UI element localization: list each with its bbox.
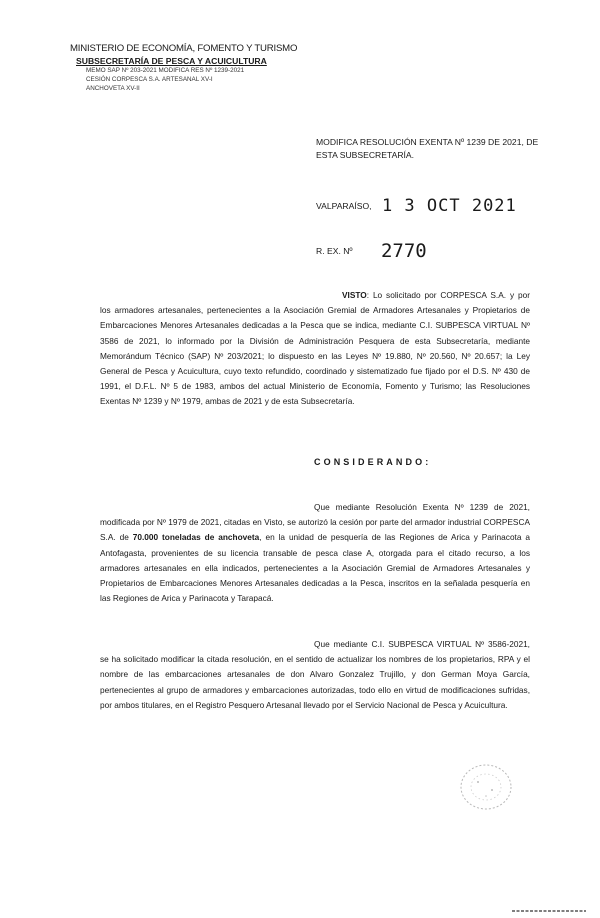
resolution-label: R. EX. Nº: [316, 246, 353, 256]
resolution-number: 2770: [380, 240, 427, 262]
date-label: VALPARAÍSO,: [316, 201, 372, 211]
official-seal-icon: [456, 760, 516, 814]
memo-line-3: ANCHOVETA XV-II: [86, 84, 140, 92]
resolution-reference: MODIFICA RESOLUCIÓN EXENTA Nº 1239 DE 2021, DE ESTA SUBSECRETARÍA.: [316, 137, 539, 160]
resolution-number-line: [316, 240, 427, 262]
letterhead: [70, 42, 298, 93]
date-stamp: 1 3 OCT 2021: [381, 196, 517, 216]
considerando-paragraph-2: Que mediante C.I. SUBPESCA VIRTUAL Nº 3586-2021, se ha solicitado modificar la citada resolución, en el sentido de actualizar los nombres de los propietarios, RPA y el nombre de las embarcaciones artesanales de don Alvaro Gonzalez Trujillo, y don German Moya García, pertenecientes al grupo de armadores y embarcaciones autorizadas, todo ello en virtud de modificaciones sufridas, por ambos titulares, en el Registro Pesquero Artesanal llevado por el Servicio Nacional de Pesca y Acuicultura.: [100, 639, 530, 710]
considerando-p1-after: , en la unidad de pesquería de las Regiones de Arica y Parinacota a Antofagasta, provenientes de su licencia transable de pesca clase A, otorgada para el citado recurso, a los armadores artesanales en ella indicados, pertenecientes a la Asociación Gremial de Armadores Artesanales y Propietarios de Embarcaciones Menores Artesanales dedicadas a la Pesca, inscritos en la señalada pesquería en las Regiones de Arica y Parinacota y Tarapacá.: [100, 532, 530, 604]
visto-paragraph: [100, 288, 530, 410]
visto-text: : Lo solicitado por CORPESCA S.A. y por los armadores artesanales, pertenecientes a la Asociación Gremial de Armadores Artesanales y Propietarios de Embarcaciones Menores Artesanales dedicadas a la Pesca que se indica, mediante C.I. SUBPESCA VIRTUAL Nº 3586 de 2021, lo informado por la División de Administración Pesquera de esta Subsecretaría, mediante Memorándum Técnico (SAP) Nº 203/2021; lo dispuesto en las Leyes Nº 19.880, Nº 20.560, Nº 20.657; la Ley General de Pesca y Acuicultura, cuyo texto refundido, coordinado y sistematizado fue fijado por el D.S. Nº 430 de 1991, el D.F.L. Nº 5 de 1983, ambos del actual Ministerio de Economía, Fomento y Turismo; las Resoluciones Exentas Nº 1239 y Nº 1979, ambas de 2021 y de esta Subsecretaría.: [100, 290, 530, 407]
subsecretaria-name: SUBSECRETARÍA DE PESCA Y ACUICULTURA: [76, 56, 267, 66]
considerando-paragraph-1: [100, 500, 530, 606]
date-line: [316, 196, 517, 216]
ministry-name: MINISTERIO DE ECONOMÍA, FOMENTO Y TURISMO: [70, 43, 298, 54]
page-corner-mark-icon: [512, 907, 586, 915]
visto-heading: VISTO: [342, 290, 367, 300]
considerando-p1-before: Que mediante Resolución Exenta Nº 1239 de 2021, modificada por Nº 1979 de 2021, citadas en Visto, se autorizó la cesión por parte del armador industrial CORPESCA S.A. de: [100, 502, 530, 543]
considerando-p1-bold: 70.000 toneladas de anchoveta: [132, 532, 260, 543]
memo-line-2: CESIÓN CORPESCA S.A. ARTESANAL XV-I: [86, 75, 213, 83]
memo-line-1: MEMO SAP Nº 203-2021 MODIFICA RES Nº 1239-2021: [86, 67, 245, 74]
considerando-heading: CONSIDERANDO:: [314, 457, 432, 467]
